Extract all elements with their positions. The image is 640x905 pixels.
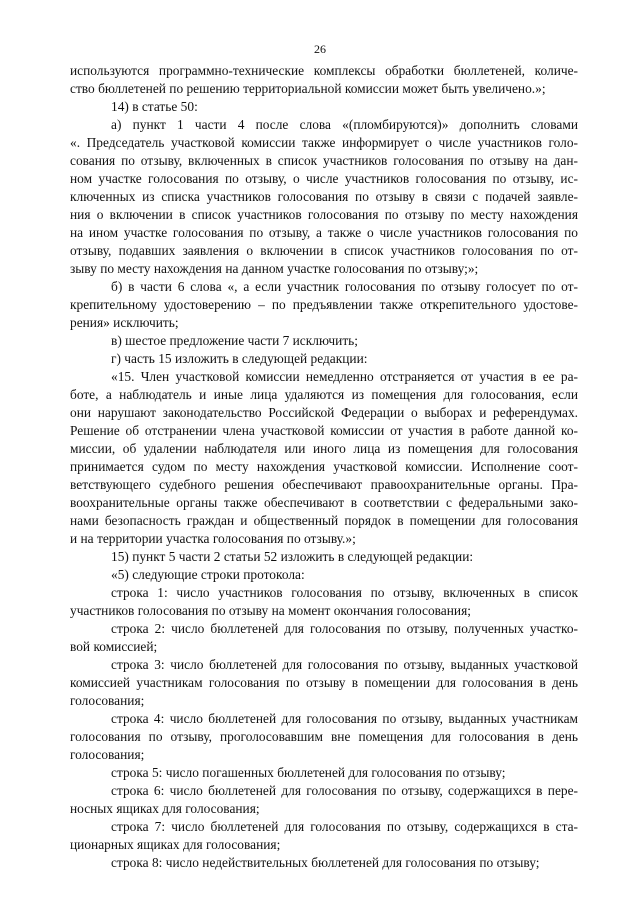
text-line: «5) следующие строки протокола: xyxy=(111,567,305,582)
text-line: миссии, об удалении наблюдателя или иного лица из помещения для голосования xyxy=(70,441,578,456)
text-line: строка 8: число недействительных бюллетеней для голосования по отзыву; xyxy=(111,855,540,870)
text-line: комиссией участникам голосования по отзыву в помещении для голосования в день xyxy=(70,675,578,690)
text-line: ционарных ящиках для голосования; xyxy=(70,837,281,852)
text-line: Решение об отстранении члена участковой комиссии от участия в работе данной ко- xyxy=(70,423,578,438)
text-line: рения» исключить; xyxy=(70,315,179,330)
text-line: вой комиссией; xyxy=(70,639,158,654)
text-line: строка 2: число бюллетеней для голосования по отзыву, полученных участко- xyxy=(111,621,578,636)
text-line: г) часть 15 изложить в следующей редакции: xyxy=(111,351,368,366)
text-line: «15. Член участковой комиссии немедленно отстраняется от участия в ее ра- xyxy=(111,369,578,384)
text-line: в) шестое предложение части 7 исключить; xyxy=(111,333,359,348)
page-number: 26 xyxy=(314,42,326,56)
text-line: 14) в статье 50: xyxy=(111,99,198,114)
text-line: воохранительные органы также обеспечивают в соответствии с федеральными зако- xyxy=(70,495,578,510)
text-line: боте, а наблюдатель и иные лица удаляются из помещения для голосования, если xyxy=(70,387,578,402)
text-line: голосования; xyxy=(70,747,145,762)
text-line: используются программно-технические комплексы обработки бюллетеней, количе- xyxy=(70,63,578,78)
text-line: б) в части 6 слова «, а если участник голосования по отзыву голосует по от- xyxy=(111,279,578,294)
text-line: голосования; xyxy=(70,693,145,708)
text-line: ство бюллетеней по решению территориальной комиссии может быть увеличено.»; xyxy=(70,81,546,96)
text-line: они нарушают законодательство Российской Федерации о выборах и референдумах. xyxy=(70,405,578,420)
text-line: строка 4: число бюллетеней для голосования по отзыву, выданных участникам xyxy=(111,711,578,726)
text-line: носных ящиках для голосования; xyxy=(70,801,260,816)
text-line: ния о включении в список участников голосования по отзыву по месту нахождения xyxy=(70,207,578,222)
text-line: участников голосования по отзыву на момент окончания голосования; xyxy=(70,603,471,618)
text-line: сования по отзыву, включенных в список участников голосования по отзыву на дан- xyxy=(70,153,578,168)
text-line: зыву по месту нахождения на данном участке голосования по отзыву;»; xyxy=(70,261,479,276)
text-line: и на территории участка голосования по отзыву.»; xyxy=(70,531,356,546)
text-line: строка 6: число бюллетеней для голосования по отзыву, содержащихся в пере- xyxy=(111,783,578,798)
text-line: ном участке голосования по отзыву, о числе участников голосования по отзыву, ис- xyxy=(70,171,578,186)
text-line: на ином участке голосования по отзыву, а также о числе участников голосования по xyxy=(70,225,578,240)
text-line: строка 5: число погашенных бюллетеней для голосования по отзыву; xyxy=(111,765,506,780)
text-line: ветствующего судебного решения обеспечивают правоохранительные органы. Пра- xyxy=(70,477,578,492)
text-line: а) пункт 1 части 4 после слова «(пломбируются)» дополнить словами xyxy=(111,117,578,132)
text-line: строка 3: число бюллетеней для голосования по отзыву, выданных участковой xyxy=(111,657,578,672)
text-line: нами безопасность граждан и общественный порядок в помещении для голосования xyxy=(70,513,578,528)
text-line: ключенных из списка участников голосования по отзыву в связи с подачей заявле- xyxy=(70,189,578,204)
text-line: 15) пункт 5 части 2 статьи 52 изложить в следующей редакции: xyxy=(111,549,474,564)
text-line: строка 7: число бюллетеней для голосования по отзыву, содержащихся в ста- xyxy=(111,819,578,834)
text-line: отзыву, подавших заявления о включении в список участников голосования по от- xyxy=(70,243,578,258)
text-line: голосования по отзыву, проголосовавшим вне помещения для голосования в день xyxy=(70,729,578,744)
text-line: крепительному удостоверению – по предъявлении также открепительного удостове- xyxy=(70,297,578,312)
text-line: принимается судом по месту нахождения участковой комиссии. Исполнение соот- xyxy=(70,459,578,474)
text-line: строка 1: число участников голосования по отзыву, включенных в список xyxy=(111,585,578,600)
text-line: «. Председатель участковой комиссии также информирует о числе участников голо- xyxy=(70,135,578,150)
document-body xyxy=(70,62,578,872)
